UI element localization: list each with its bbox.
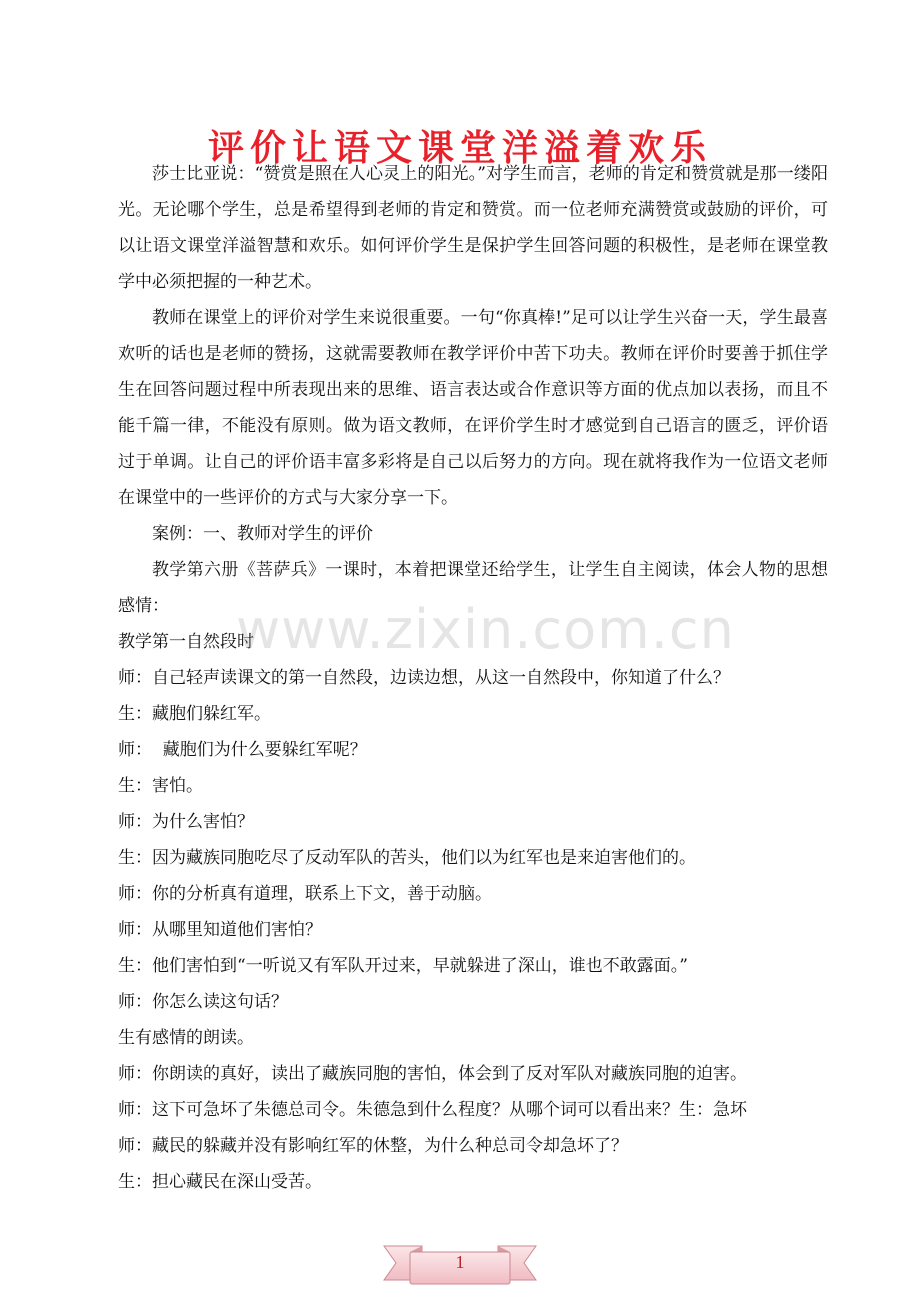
paragraph-case-heading: 案例：一、教师对学生的评价 [152,524,373,544]
dialogue-line: 生有感情的朗读。 [118,1028,254,1048]
dialogue-line: 教学第一自然段时 [118,632,254,652]
dialogue-line: 师：这下可急坏了朱德总司令。朱德急到什么程度？从哪个词可以看出来？生：急坏 [118,1100,747,1120]
document-body [118,156,828,1200]
dialogue-line: 师：从哪里知道他们害怕？ [118,920,322,940]
dialogue-line: 师：为什么害怕？ [118,812,254,832]
page-number: 1 [455,1252,465,1272]
dialogue-line: 生：担心藏民在深山受苦。 [118,1172,322,1192]
dialogue-line: 师：藏民的躲藏并没有影响红军的休整，为什么种总司令却急坏了？ [118,1136,628,1156]
dialogue-line: 师：你朗读的真好，读出了藏族同胞的害怕，体会到了反对军队对藏族同胞的迫害。 [118,1064,747,1084]
dialogue-line: 师：自己轻声读课文的第一自然段，边读边想，从这一自然段中，你知道了什么？ [118,668,730,688]
paragraph-evaluation: 教师在课堂上的评价对学生来说很重要。一句“你真棒!”足可以让学生兴奋一天，学生最喜欢听的话也是老师的赞扬，这就需要教师在教学评价中苦下功夫。教师在评价时要善于抓住学生在回答问题过程中所表现出来的思维、语言表达或合作意识等方面的优点加以表扬，而且不能千篇一律，不能没有原则。做为语文教师，在评价学生时才感觉到自己语言的匮乏，评价语过于单调。让自己的评价语丰富多彩将是自己以后努力的方向。现在就将我作为一位语文老师在课堂中的一些评价的方式与大家分享一下。 [118,308,828,508]
dialogue-line: 生：害怕。 [118,776,203,796]
dialogue-line: 生：他们害怕到“一听说又有军队开过来，早就躲进了深山，谁也不敢露面。” [118,956,688,976]
document-title: 评价让语文课堂洋溢着欢乐 [207,127,712,170]
dialogue-line: 师： 藏胞们为什么要躲红军呢？ [118,740,367,760]
dialogue-line: 师：你的分析真有道理，联系上下文，善于动脑。 [118,884,492,904]
paragraph-lesson-intro: 教学第六册《菩萨兵》一课时，本着把课堂还给学生，让学生自主阅读，体会人物的思想感情： [118,560,828,616]
paragraph-intro: 莎士比亚说：“赞赏是照在人心灵上的阳光。”对学生而言，老师的肯定和赞赏就是那一缕阳光。无论哪个学生，总是希望得到老师的肯定和赞赏。而一位老师充满赞赏或鼓励的评价，可以让语文课堂洋溢智慧和欢乐。如何评价学生是保护学生回答问题的积极性，是老师在课堂教学中必须把握的一种艺术。 [118,164,828,292]
dialogue-line: 生：因为藏族同胞吃尽了反动军队的苦头，他们以为红军也是来迫害他们的。 [118,848,696,868]
dialogue-line: 生：藏胞们躲红军。 [118,704,271,724]
watermark: www.zixin.com.cn [236,598,735,661]
dialogue-line: 师：你怎么读这句话？ [118,992,288,1012]
